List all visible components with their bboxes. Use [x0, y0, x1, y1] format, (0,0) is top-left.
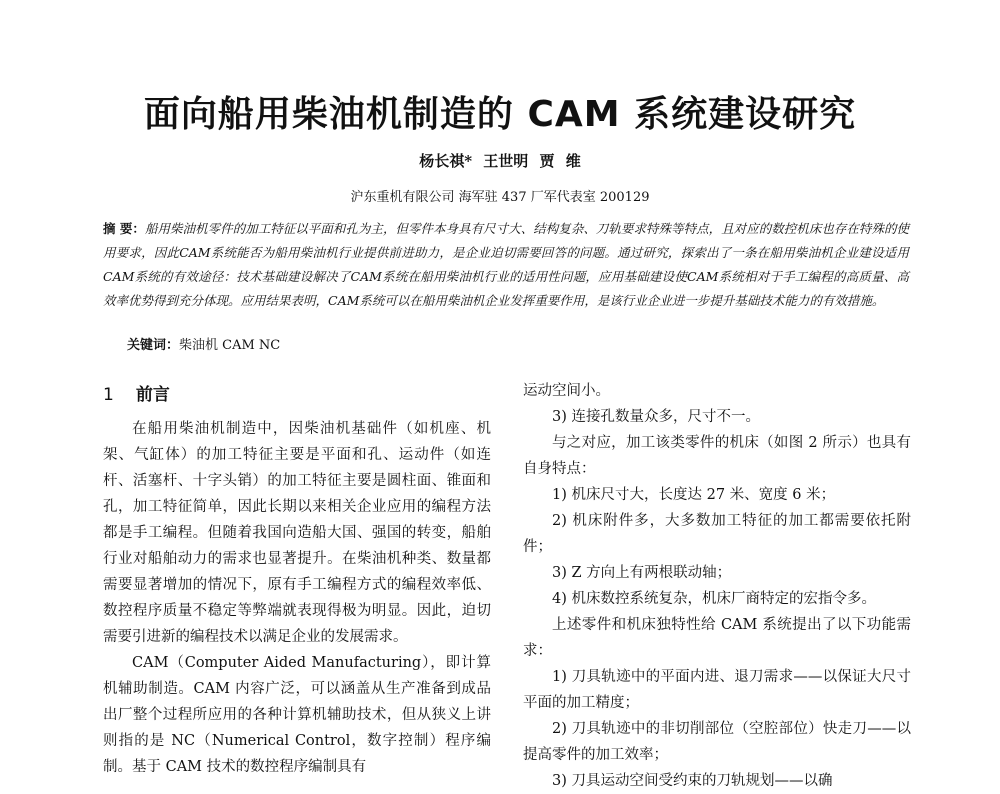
list-item: 3) 连接孔数量众多，尺寸不一。 [552, 409, 760, 425]
keywords [127, 334, 280, 353]
keywords-text: 柴油机 CAM NC [179, 338, 281, 353]
right-column [523, 378, 911, 794]
paragraph: 上述零件和机床独特性给 CAM 系统提出了以下功能需求： [523, 617, 911, 659]
list-item: 1) 机床尺寸大，长度达 27 米、宽度 6 米； [552, 487, 836, 503]
paragraph: 运动空间小。 [523, 383, 610, 399]
keywords-label: 关键词： [127, 338, 180, 353]
affiliation: 沪东重机有限公司 海军驻 437 厂军代表室 200129 [350, 190, 650, 205]
list-item: 4) 机床数控系统复杂，机床厂商特定的宏指令多。 [552, 591, 876, 607]
paragraph: CAM（Computer Aided Manufacturing），即计算机辅助制造。CAM 内容广泛，可以涵盖从生产准备到成品出厂整个过程所应用的各种计算机辅助技术，但从狭义上讲则指的是 NC（Numerical Control，数字控制）程序编制。基于 CAM 技术的数控程序编制具有 [103, 655, 491, 775]
abstract [103, 217, 909, 313]
section-heading [103, 382, 491, 408]
list-item: 3) Z 方向上有两根联动轴； [552, 565, 732, 581]
abstract-label: 摘 要： [103, 221, 145, 236]
list-item: 3) 刀具运动空间受约束的刀轨规划——以确 [552, 773, 833, 789]
abstract-text: 船用柴油机零件的加工特征以平面和孔为主，但零件本身具有尺寸大、结构复杂、刀轨要求特殊等特点，且对应的数控机床也存在特殊的使用要求，因此CAM系统能否为船用柴油机行业提供前进助力，是企业迫切需要回答的问题。通过研究，探索出了一条在船用柴油机企业建设适用CAM系统的有效途径：技术基础建设解决了CAM系统在船用柴油机行业的适用性问题，应用基础建设使CAM系统相对于手工编程的高质量、高效率优势得到充分体现。应用结果表明，CAM系统可以在船用柴油机企业发挥重要作用，是该行业企业进一步提升基础技术能力的有效措施。 [103, 221, 909, 308]
left-column [103, 382, 491, 780]
list-item: 2) 刀具轨迹中的非切削部位（空腔部位）快走刀——以提高零件的加工效率； [523, 721, 911, 763]
list-item: 1) 刀具轨迹中的平面内进、退刀需求——以保证大尺寸平面的加工精度； [523, 669, 911, 711]
list-item: 2) 机床附件多，大多数加工特征的加工都需要依托附件； [523, 513, 911, 555]
paragraph: 在船用柴油机制造中，因柴油机基础件（如机座、机架、气缸体）的加工特征主要是平面和孔、运动件（如连杆、活塞杆、十字头销）的加工特征主要是圆柱面、锥面和孔，加工特征简单，因此长期以来相关企业应用的编程方法都是手工编程。但随着我国向造船大国、强国的转变，船舶行业对船舶动力的需求也显著提升。在柴油机种类、数量都需要显著增加的情况下，原有手工编程方式的编程效率低、数控程序质量不稳定等弊端就表现得极为明显。因此，迫切需要引进新的编程技术以满足企业的发展需求。 [103, 421, 491, 645]
paragraph: 与之对应，加工该类零件的机床（如图 2 所示）也具有自身特点： [523, 435, 911, 477]
authors: 杨长祺* 王世明 贾 维 [419, 152, 581, 170]
paper-title: 面向船用柴油机制造的 CAM 系统建设研究 [143, 94, 857, 135]
section-number: 1 [103, 385, 114, 405]
section-title: 前言 [135, 385, 170, 405]
